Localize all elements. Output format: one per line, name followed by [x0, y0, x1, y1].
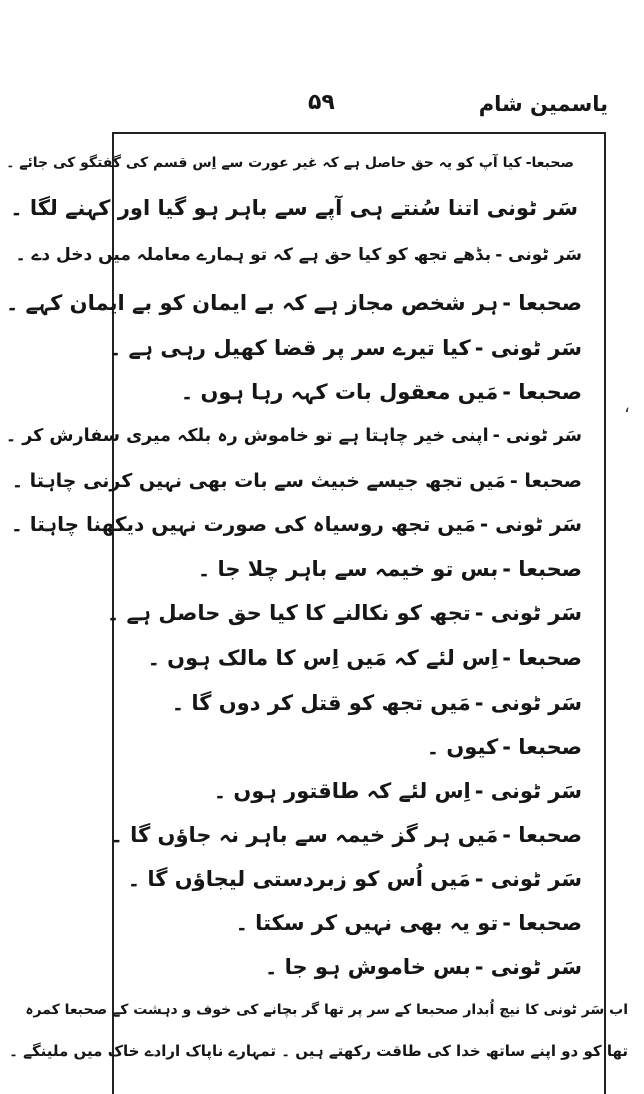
text-line — [148, 643, 582, 673]
line-text: مَیں ہر گز خیمہ سے باہر نہ جاؤں گا ۔ — [110, 823, 499, 847]
speaker-name: صحبعا - — [502, 557, 582, 581]
line-text: اِس لئے کہ مَیں اِس کا مالک ہوں ۔ — [147, 646, 499, 670]
line-text: مَیں تجھ جیسے خبیث سے بات بھی نہیں کرنی چاہتا ۔ — [11, 470, 506, 492]
text-line — [109, 333, 582, 363]
speaker-name: سَر ٹونی - — [474, 955, 582, 979]
text-line — [16, 240, 582, 270]
line-text: بڈھے تجھ کو کیا حق ہے کہ تو ہمارے معاملہ میں دخل دے ۔ — [15, 245, 492, 265]
text-line — [107, 598, 582, 628]
scan-speck: ، — [624, 396, 630, 417]
speaker-name: سَر ٹونی - — [474, 601, 582, 625]
line-text: مَیں معقول بات کہہ رہا ہوں ۔ — [180, 380, 499, 404]
text-line — [427, 732, 582, 762]
running-title: یاسمین شام — [478, 92, 608, 116]
line-text: تو یہ بھی نہیں کر سکتا ۔ — [235, 911, 499, 935]
speaker-name: سَر ٹونی - — [495, 245, 582, 265]
speaker-name: صحبعا - — [502, 823, 582, 847]
line-text: کیا آپ کو یہ حق حاصل ہے کہ غیر عورت سے اِس قسم کی گفتگو کی جائے ۔ — [6, 155, 522, 171]
page-number: ۵۹ — [308, 90, 335, 115]
narration-line — [25, 995, 632, 1025]
line-text: ہر شخص مجاز ہے کہ بے ایمان کو بے ایمان کہے ۔ — [5, 291, 499, 315]
text-line — [6, 421, 582, 451]
text-line — [6, 288, 582, 318]
speaker-name: سَر ٹونی - — [474, 691, 582, 715]
speaker-name: صحبعا - — [502, 380, 582, 404]
text-line — [128, 864, 582, 894]
speaker-name: صحبعا - — [502, 646, 582, 670]
line-text: تھا کو دو اپنے ساتھ خدا کی طاقت رکھتے ہیں ۔ تمہارے ناپاک ارادے خاک میں ملینگے ۔ — [9, 1042, 628, 1060]
speaker-name: صحبعا- — [525, 155, 574, 171]
speaker-name: سَر ٹونی - — [492, 426, 582, 446]
text-line — [236, 908, 582, 938]
text-line — [181, 377, 582, 407]
speaker-name: سَر ٹونی - — [474, 336, 582, 360]
line-text: سَر ٹونی اتنا سُنتے ہی آپے سے باہر ہو گیا اور کہنے لگا ۔ — [10, 196, 578, 220]
speaker-name: سَر ٹونی - — [474, 779, 582, 803]
text-line — [172, 688, 582, 718]
text-line — [6, 148, 574, 178]
line-text: اِس لئے کہ طاقتور ہوں ۔ — [213, 779, 471, 803]
text-line — [198, 554, 582, 584]
text-line — [214, 776, 582, 806]
text-line — [12, 466, 582, 496]
line-text: کیوں ۔ — [426, 735, 499, 759]
speaker-name: سَر ٹونی - — [474, 867, 582, 891]
text-line — [265, 952, 582, 982]
speaker-name: صحبعا - — [502, 291, 582, 315]
line-text: اپنی خیر چاہتا ہے تو خاموش رہ بلکہ میری سفارش کر ۔ — [5, 426, 489, 446]
line-text: کیا تیرے سر پر قضا کھیل رہی ہے ۔ — [108, 336, 471, 360]
line-text: مَیں تجھ روسیاہ کی صورت نہیں دیکھنا چاہتا ۔ — [11, 512, 476, 536]
speaker-name: صحبعا - — [509, 470, 582, 492]
line-text: بس خاموش ہو جا ۔ — [264, 955, 471, 979]
line-text: بس تو خیمہ سے باہر چلا جا ۔ — [197, 557, 499, 581]
speaker-name: سَر ٹونی - — [479, 512, 582, 536]
line-text: اب سَر ٹونی کا نیچ اُبدار صحبعا کے سر پر تھا گر بچانے کی خوف و دہشت کے صحبعا کمرہ — [25, 1002, 628, 1018]
text-line — [11, 509, 582, 539]
narration-line — [9, 1036, 632, 1066]
speaker-name: صحبعا - — [502, 911, 582, 935]
line-text: مَیں اُس کو زبردستی لیجاؤں گا ۔ — [127, 867, 471, 891]
text-line — [111, 820, 582, 850]
line-text: مَیں تجھ کو قتل کر دوں گا ۔ — [171, 691, 471, 715]
speaker-name: صحبعا - — [502, 735, 582, 759]
line-text: تجھ کو نکالنے کا کیا حق حاصل ہے ۔ — [106, 601, 471, 625]
text-line — [10, 193, 582, 223]
